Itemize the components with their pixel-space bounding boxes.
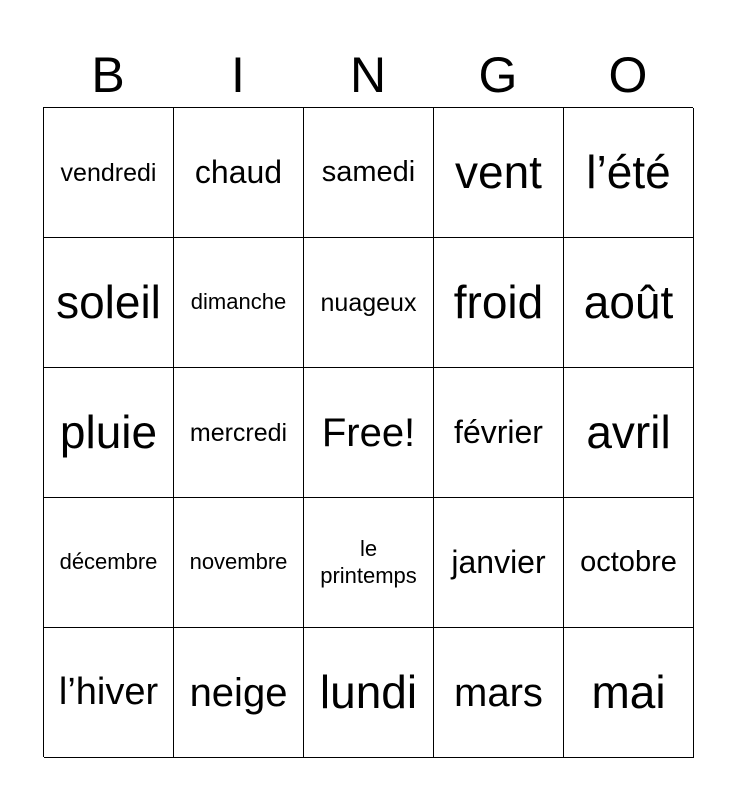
bingo-cell[interactable] xyxy=(174,628,304,758)
bingo-cell[interactable] xyxy=(174,238,304,368)
cell-text: janvier xyxy=(451,544,546,581)
bingo-cell-free[interactable] xyxy=(304,368,434,498)
bingo-cell[interactable] xyxy=(44,498,174,628)
header-letter-i: I xyxy=(231,47,245,103)
bingo-cell[interactable] xyxy=(434,628,564,758)
header-letter-g: G xyxy=(478,47,518,103)
bingo-cell[interactable] xyxy=(304,628,434,758)
cell-text: nuageux xyxy=(320,288,417,317)
cell-text: décembre xyxy=(59,549,158,575)
cell-text: février xyxy=(454,414,543,451)
bingo-grid xyxy=(43,107,693,757)
bingo-cell[interactable] xyxy=(564,368,694,498)
cell-text: le printemps xyxy=(320,536,417,588)
bingo-cell[interactable] xyxy=(304,238,434,368)
bingo-cell[interactable] xyxy=(564,628,694,758)
cell-text-free: Free! xyxy=(321,410,416,455)
cell-text: mai xyxy=(591,665,666,718)
cell-text: samedi xyxy=(321,156,416,189)
bingo-cell[interactable] xyxy=(44,368,174,498)
bingo-header xyxy=(43,44,693,106)
cell-text: mercredi xyxy=(189,418,288,447)
bingo-cell[interactable] xyxy=(174,498,304,628)
cell-text: neige xyxy=(189,670,288,715)
header-letter-n: N xyxy=(349,47,387,103)
bingo-cell[interactable] xyxy=(564,238,694,368)
cell-text: l’hiver xyxy=(58,670,159,713)
cell-text: octobre xyxy=(580,546,677,579)
cell-text: août xyxy=(583,275,674,328)
bingo-cell[interactable] xyxy=(44,108,174,238)
header-letter-b: B xyxy=(91,47,125,103)
bingo-cell[interactable] xyxy=(304,498,434,628)
cell-text: novembre xyxy=(189,549,288,575)
bingo-card xyxy=(43,0,693,800)
bingo-cell[interactable] xyxy=(434,238,564,368)
bingo-cell[interactable] xyxy=(564,498,694,628)
cell-text: lundi xyxy=(319,665,418,718)
bingo-cell[interactable] xyxy=(434,498,564,628)
cell-text: pluie xyxy=(59,405,158,458)
cell-text: chaud xyxy=(194,154,283,191)
bingo-cell[interactable] xyxy=(304,108,434,238)
bingo-cell[interactable] xyxy=(434,108,564,238)
cell-text: avril xyxy=(586,405,671,458)
bingo-cell[interactable] xyxy=(564,108,694,238)
cell-text: mars xyxy=(454,670,543,715)
cell-text: l’été xyxy=(586,145,671,198)
bingo-cell[interactable] xyxy=(44,238,174,368)
bingo-cell[interactable] xyxy=(174,368,304,498)
cell-text: froid xyxy=(453,275,544,328)
cell-text: dimanche xyxy=(190,289,287,315)
cell-text: vent xyxy=(455,145,542,198)
cell-text: soleil xyxy=(56,275,161,328)
bingo-cell[interactable] xyxy=(434,368,564,498)
header-letter-o: O xyxy=(608,47,648,103)
cell-text: vendredi xyxy=(60,158,157,187)
bingo-cell[interactable] xyxy=(174,108,304,238)
bingo-cell[interactable] xyxy=(44,628,174,758)
